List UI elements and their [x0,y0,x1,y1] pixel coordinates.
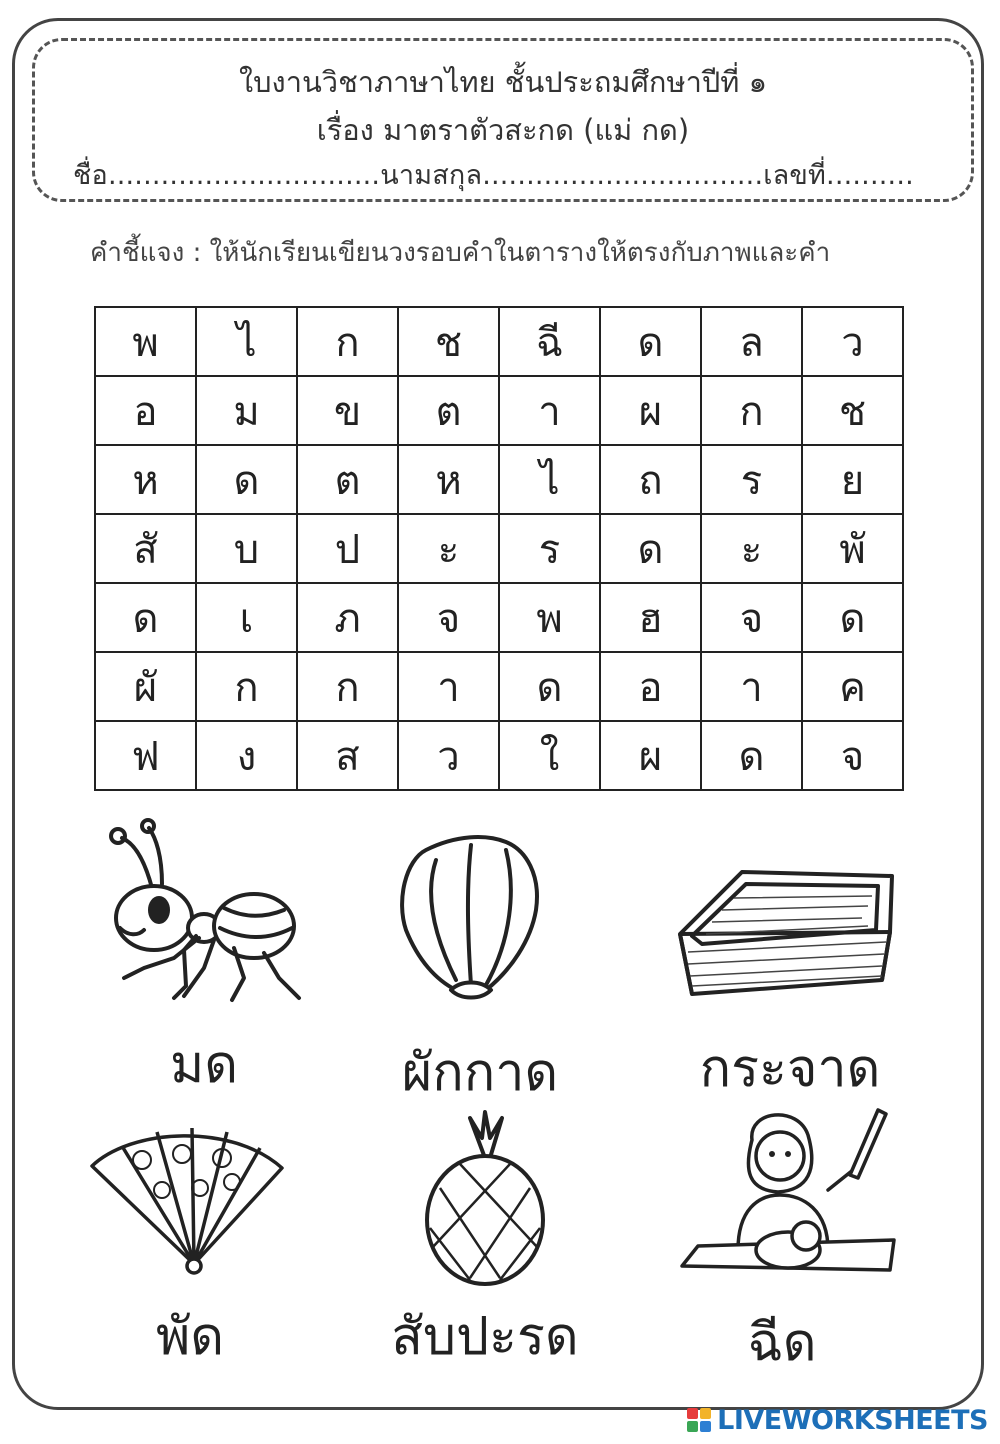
word-label-ant: มด [169,1035,239,1095]
word-search-grid [94,306,904,791]
grid-cell[interactable]: ก [701,376,802,445]
word-label-fan: พัด [155,1307,225,1367]
grid-cell[interactable]: า [398,652,499,721]
word-label-cabbage: ผักกาด [401,1043,559,1103]
grid-cell[interactable]: ด [600,307,701,376]
grid-cell[interactable]: ร [701,445,802,514]
grid-cell[interactable]: พ [95,307,196,376]
grid-cell[interactable]: ะ [701,514,802,583]
grid-cell[interactable]: ผั [95,652,196,721]
grid-cell[interactable]: ผ [600,376,701,445]
grid-cell[interactable]: ห [398,445,499,514]
grid-cell[interactable]: ย [802,445,903,514]
grid-cell[interactable]: ต [398,376,499,445]
grid-cell[interactable]: ด [802,583,903,652]
grid-row [95,514,903,583]
grid-cell[interactable]: ด [499,652,600,721]
grid-cell[interactable]: ด [600,514,701,583]
grid-cell[interactable]: ด [701,721,802,790]
grid-cell[interactable]: ฮ [600,583,701,652]
grid-row [95,652,903,721]
grid-cell[interactable]: ะ [398,514,499,583]
grid-cell[interactable]: ล [701,307,802,376]
ant-icon [104,818,304,1003]
grid-cell[interactable]: ว [802,307,903,376]
grid-cell[interactable]: ส [297,721,398,790]
grid-cell[interactable]: จ [701,583,802,652]
grid-cell[interactable]: ง [196,721,297,790]
grid-cell[interactable]: ต [297,445,398,514]
grid-row [95,376,903,445]
grid-cell[interactable]: ถ [600,445,701,514]
grid-cell[interactable]: ภ [297,583,398,652]
grid-cell[interactable]: ใ [499,721,600,790]
grid-cell[interactable]: จ [398,583,499,652]
student-info-line: ชื่อ...............................นามสกุล................................เลขที่.......... [73,160,914,191]
grid-cell[interactable]: า [499,376,600,445]
grid-cell[interactable]: ว [398,721,499,790]
pineapple-icon [420,1108,550,1288]
liveworksheets-logo-icon [687,1408,711,1432]
grid-cell[interactable]: ช [398,307,499,376]
grid-cell[interactable]: ก [196,652,297,721]
grid-cell[interactable]: อ [95,376,196,445]
grid-cell[interactable]: า [701,652,802,721]
grid-cell[interactable]: ไ [196,307,297,376]
word-label-basket: กระจาด [699,1039,881,1099]
grid-cell[interactable]: จ [802,721,903,790]
grid-cell[interactable]: ข [297,376,398,445]
instruction-text: คำชี้แจง : ให้นักเรียนเขียนวงรอบคำในตารางให้ตรงกับภาพและคำ [90,238,831,268]
header-box [32,38,974,202]
basket-tray-icon [672,862,900,1002]
grid-cell[interactable]: ค [802,652,903,721]
grid-row [95,583,903,652]
grid-row [95,307,903,376]
liveworksheets-brand-text: LIVEWORKSHEETS [717,1404,988,1436]
worksheet-subject: เรื่อง มาตราตัวสะกด (แม่ กด) [316,113,690,147]
grid-row [95,721,903,790]
grid-cell[interactable]: ฟ [95,721,196,790]
cabbage-icon [396,830,546,1000]
grid-cell[interactable]: อ [600,652,701,721]
hand-fan-icon [82,1118,292,1278]
grid-cell[interactable]: พ [499,583,600,652]
grid-cell[interactable]: ผ [600,721,701,790]
liveworksheets-logo [687,1402,988,1438]
vet-injection-icon [678,1100,900,1288]
grid-cell[interactable]: ด [95,583,196,652]
grid-cell[interactable]: ก [297,652,398,721]
grid-cell[interactable]: ฉี [499,307,600,376]
grid-cell[interactable]: ไ [499,445,600,514]
grid-cell[interactable]: พั [802,514,903,583]
grid-cell[interactable]: สั [95,514,196,583]
grid-cell[interactable]: เ [196,583,297,652]
grid-cell[interactable]: ก [297,307,398,376]
grid-cell[interactable]: ห [95,445,196,514]
grid-cell[interactable]: ด [196,445,297,514]
grid-cell[interactable]: ม [196,376,297,445]
grid-cell[interactable]: บ [196,514,297,583]
grid-cell[interactable]: ร [499,514,600,583]
worksheet-title: ใบงานวิชาภาษาไทย ชั้นประถมศึกษาปีที่ ๑ [238,65,768,99]
word-label-pineapple: สับปะรด [391,1307,579,1367]
grid-cell[interactable]: ป [297,514,398,583]
grid-cell[interactable]: ช [802,376,903,445]
grid-row [95,445,903,514]
word-label-injection: ฉีด [747,1313,817,1373]
